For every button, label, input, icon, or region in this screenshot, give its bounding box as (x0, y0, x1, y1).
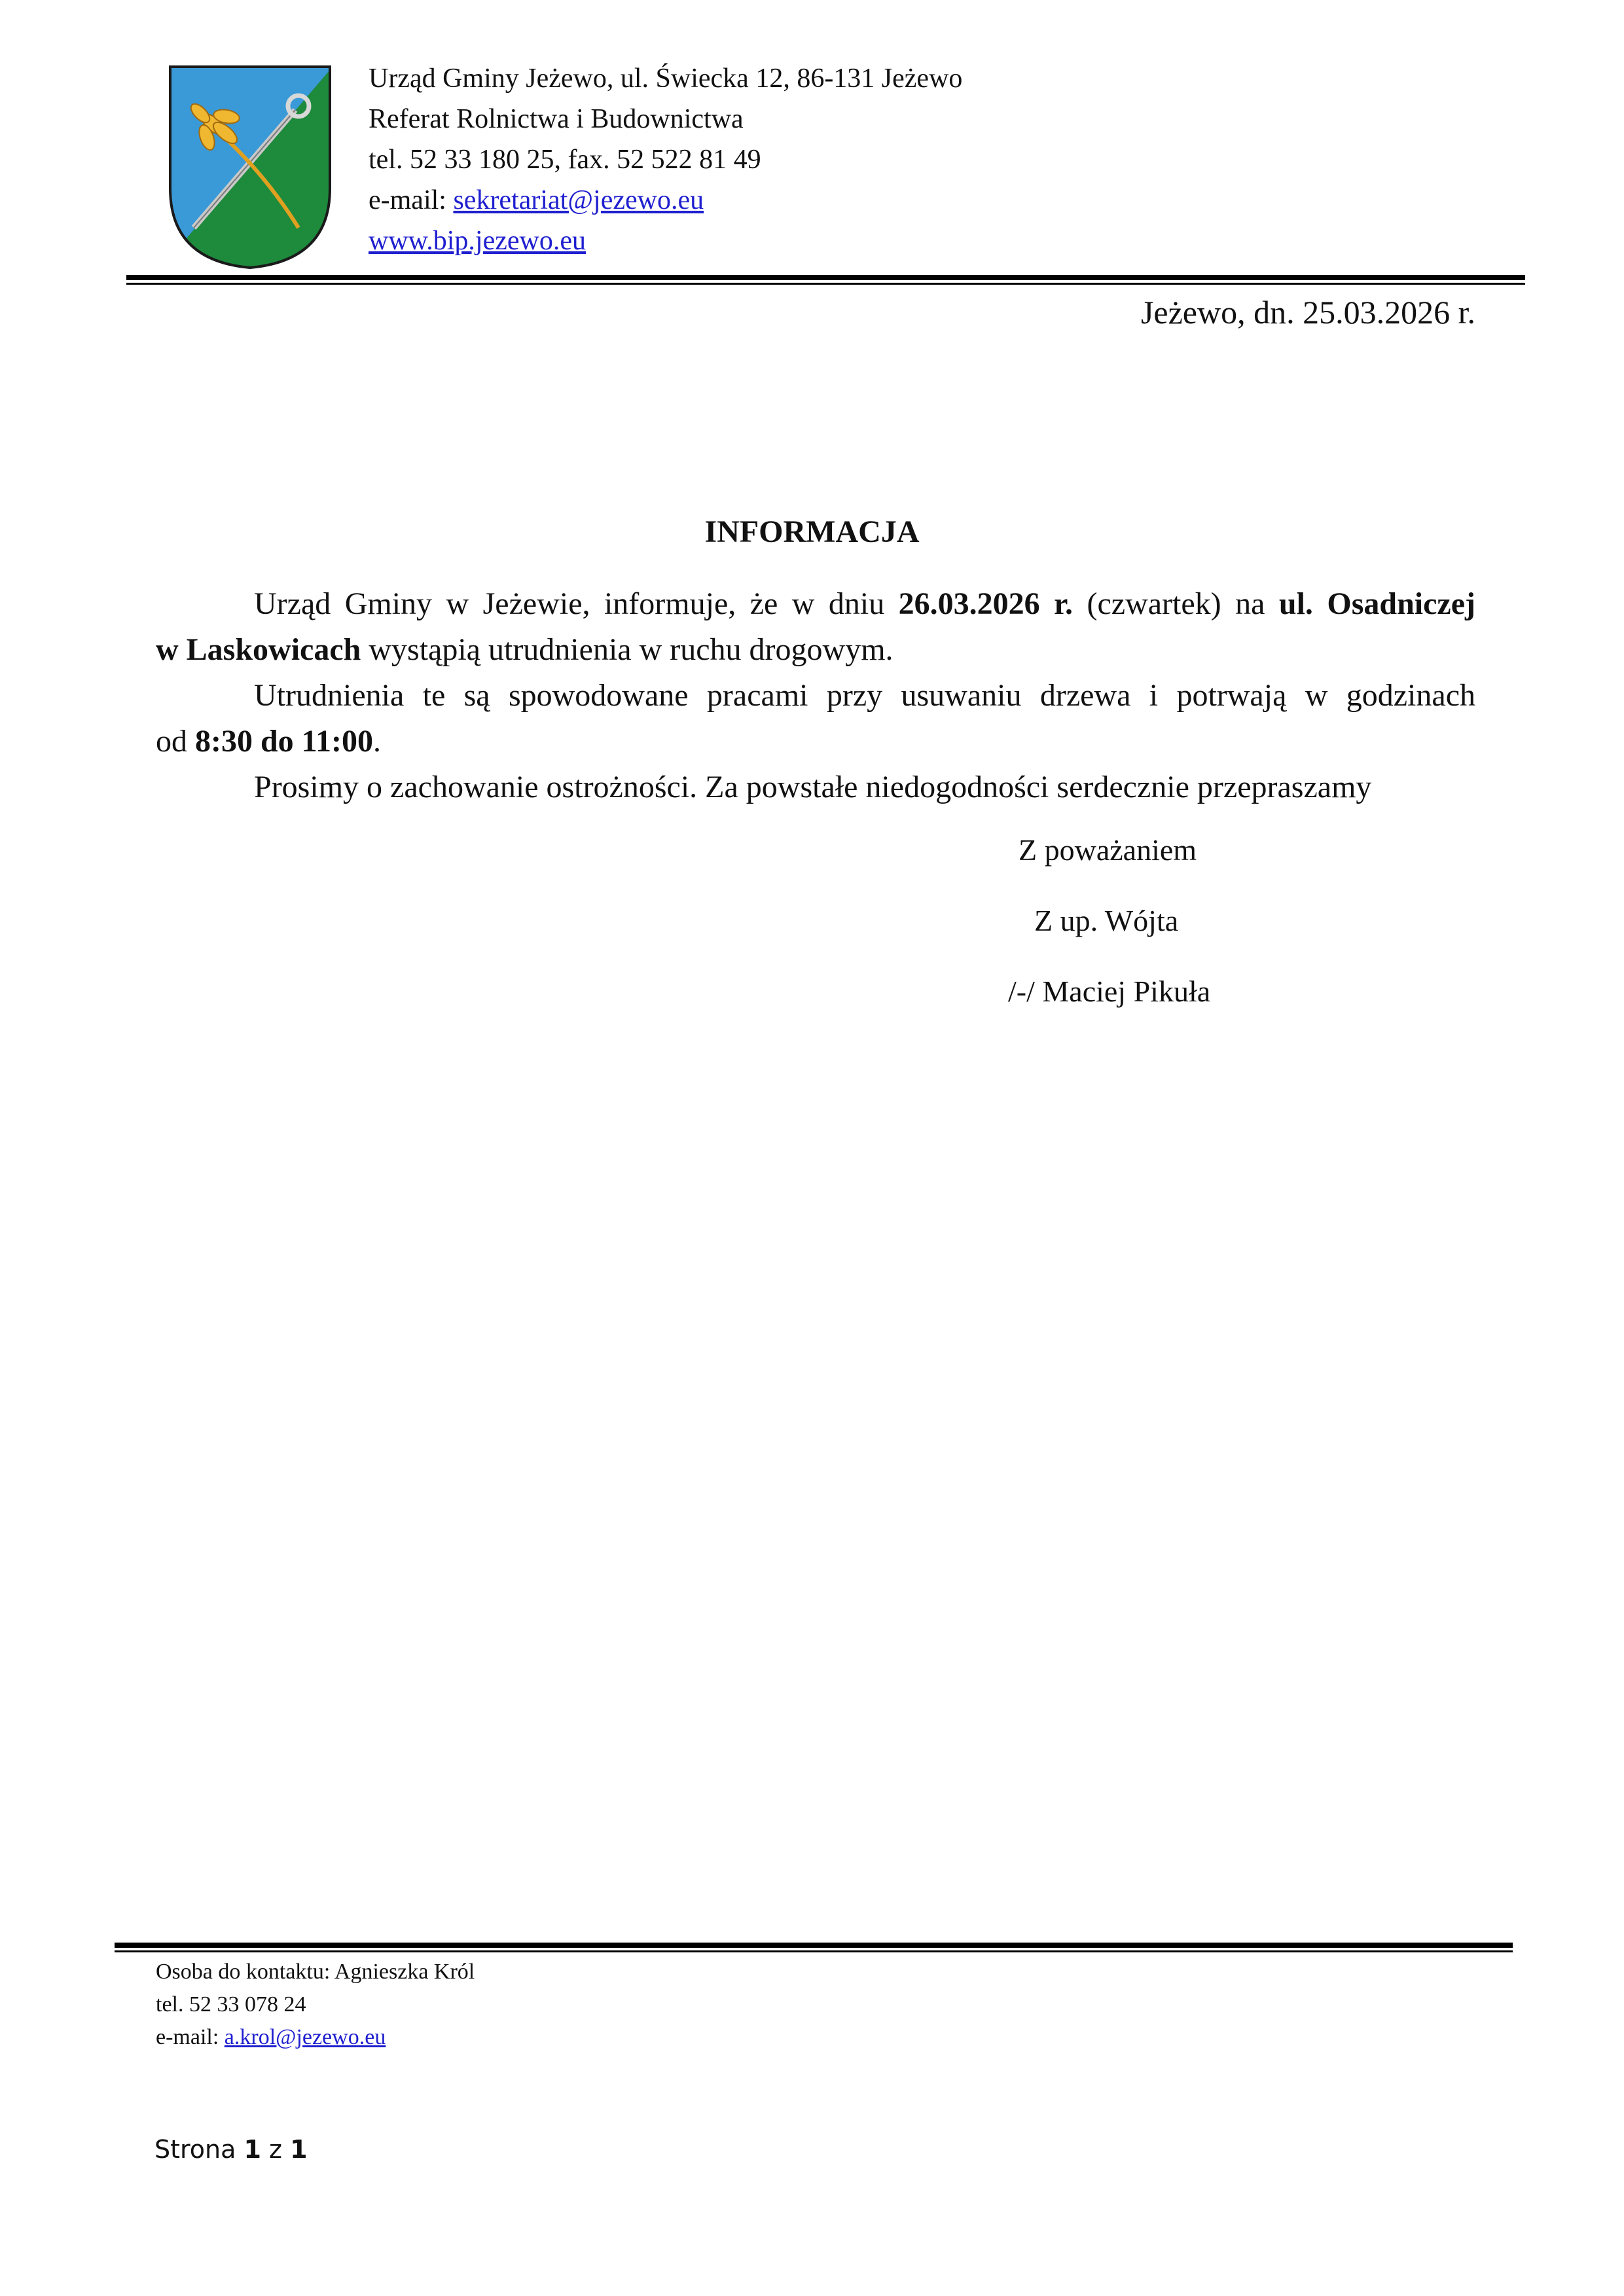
p1-text-3: wystąpią utrudnienia w ruchu drogowym. (361, 632, 893, 667)
page-sep: z (261, 2135, 291, 2164)
footer-email-link[interactable]: a.krol@jezewo.eu (224, 2025, 386, 2049)
footer-email-label: e-mail: (156, 2025, 225, 2049)
signature-on-behalf: Z up. Wójta (1034, 904, 1179, 937)
page-total: 1 (290, 2135, 308, 2164)
body-paragraph-2-line-1: Utrudnienia te są spowodowane pracami przy usuwaniu drzewa i potrwają w godzinach (254, 678, 1475, 713)
footer-divider (115, 1943, 1513, 1948)
p1-text-1: Urząd Gminy w Jeżewie, informuje, że w dniu (254, 586, 899, 621)
body-paragraph-1-line-2 (156, 627, 1475, 673)
footer-email-line (156, 2021, 386, 2054)
p2-text-2: od (156, 724, 195, 759)
header-address: Urząd Gminy Jeżewo, ul. Świecka 12, 86-131 Jeżewo (369, 63, 963, 94)
page-current: 1 (244, 2135, 261, 2164)
coat-of-arms-icon (168, 64, 333, 270)
document-date: Jeżewo, dn. 25.03.2026 r. (1140, 294, 1475, 331)
footer-phone: tel. 52 33 078 24 (156, 1992, 306, 2017)
p2-text-3: . (373, 724, 382, 759)
header-divider (126, 275, 1525, 280)
signature-regards: Z poważaniem (1019, 833, 1197, 867)
body-paragraph-2-line-2 (156, 719, 1475, 764)
header-department: Referat Rolnictwa i Budownictwa (369, 104, 744, 134)
signature-name: /-/ Maciej Pikuła (1008, 975, 1211, 1008)
header-phone-fax: tel. 52 33 180 25, fax. 52 522 81 49 (369, 145, 761, 175)
footer-contact: Osoba do kontaktu: Agnieszka Król (156, 1960, 475, 1984)
footer-divider-thin (115, 1950, 1513, 1952)
page-label: Strona (154, 2135, 244, 2164)
page-number (154, 2135, 308, 2164)
body-paragraph-1-line-1 (156, 581, 1475, 627)
document-title: INFORMACJA (704, 514, 920, 549)
header-website-line (369, 221, 586, 261)
header-email-line (369, 180, 704, 221)
p2-hours: 8:30 do 11:00 (195, 724, 374, 759)
p1-street: ul. Osadniczej (1278, 586, 1475, 621)
p1-text-2: (czwartek) na (1073, 586, 1279, 621)
body-paragraph-3: Prosimy o zachowanie ostrożności. Za powstałe niedogodności serdecznie przepraszamy (254, 770, 1372, 804)
p1-date: 26.03.2026 r. (898, 586, 1074, 621)
p1-locality: w Laskowicach (156, 632, 361, 667)
header-email-link[interactable]: sekretariat@jezewo.eu (453, 185, 704, 215)
header-website-link[interactable]: www.bip.jezewo.eu (369, 226, 586, 256)
header-email-label: e-mail: (369, 185, 454, 215)
header-divider-thin (126, 283, 1525, 285)
